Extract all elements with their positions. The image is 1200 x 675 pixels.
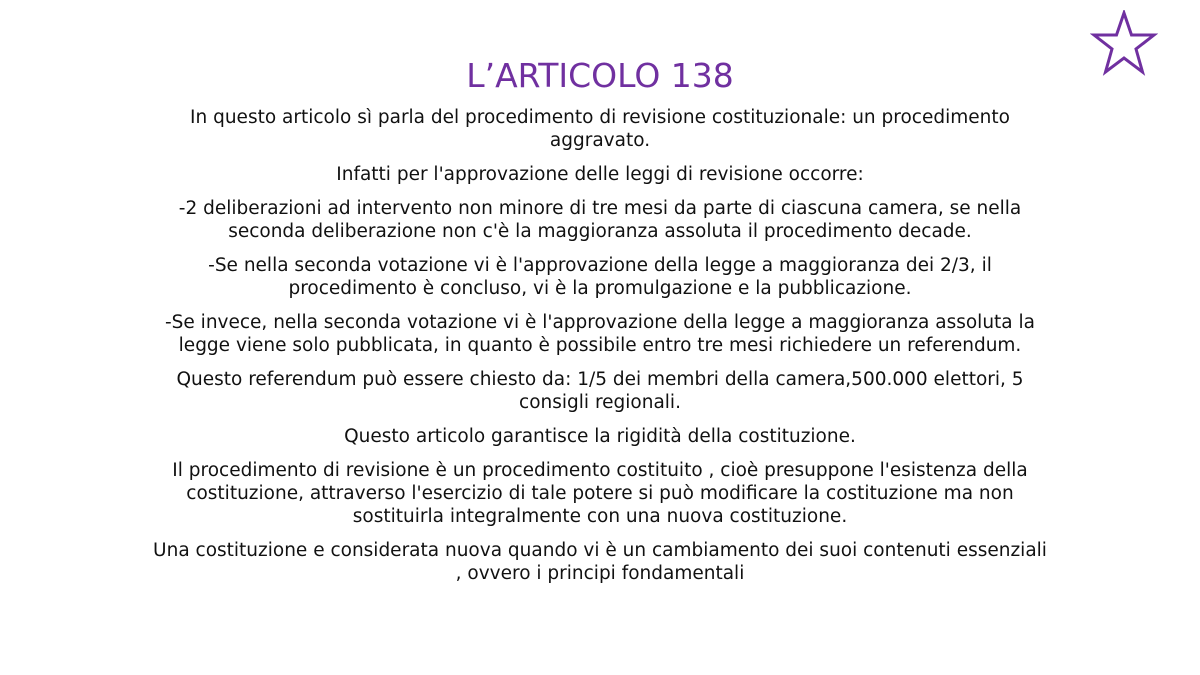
slide-body bbox=[150, 106, 1050, 596]
paragraph-constituted-power: Il procedimento di revisione è un procedimento costituito , cioè presuppone l'esistenza della costituzione, attraverso l'esercizio di tale potere si può modificare la costituzione ma non sostituirla integralmente con una nuova costituzione. bbox=[172, 460, 1028, 527]
paragraph-intro: In questo articolo sì parla del procedimento di revisione costituzionale: un procedimento aggravato. bbox=[190, 107, 1010, 151]
paragraph-two-thirds: -Se nella seconda votazione vi è l'approvazione della legge a maggioranza dei 2/3, il procedimento è concluso, vi è la promulgazione e la pubblicazione. bbox=[208, 255, 992, 299]
slide-title: L’ARTICOLO 138 bbox=[466, 56, 734, 95]
paragraph-referendum: Questo referendum può essere chiesto da: 1/5 dei membri della camera,500.000 elettori, 5 consigli regionali. bbox=[176, 369, 1024, 413]
paragraph-two-deliberations: -2 deliberazioni ad intervento non minore di tre mesi da parte di ciascuna camera, se nella seconda deliberazione non c'è la maggioranza assoluta il procedimento decade. bbox=[178, 198, 1022, 242]
paragraph-requirements: Infatti per l'approvazione delle leggi di revisione occorre: bbox=[336, 164, 864, 185]
paragraph-new-constitution: Una costituzione e considerata nuova quando vi è un cambiamento dei suoi contenuti essenziali , ovvero i principi fondamentali bbox=[153, 540, 1047, 584]
paragraph-absolute-majority: -Se invece, nella seconda votazione vi è l'approvazione della legge a maggioranza assoluta la legge viene solo pubblicata, in quanto è possibile entro tre mesi richiedere un referendum. bbox=[165, 312, 1035, 356]
paragraph-rigidity: Questo articolo garantisce la rigidità della costituzione. bbox=[344, 426, 856, 447]
